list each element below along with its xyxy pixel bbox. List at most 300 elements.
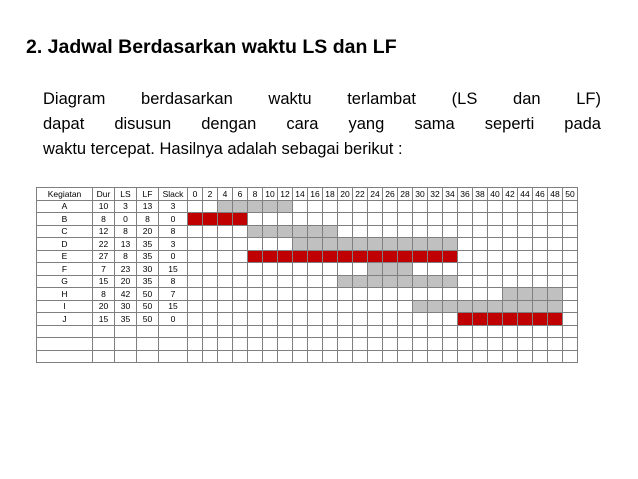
grid-cell [548,225,563,238]
grid-cell [563,238,578,251]
cell-dur: 20 [93,300,115,313]
grid-cell [563,288,578,301]
grid-cell [503,338,518,351]
grid-cell [398,288,413,301]
cell-slack: 15 [159,263,188,276]
grid-cell [398,325,413,338]
grid-cell [413,200,428,213]
schedule-bar-cell [518,288,533,301]
grid-cell [248,213,263,226]
schedule-bar-cell [278,225,293,238]
cell-ls: 35 [115,313,137,326]
grid-cell [398,213,413,226]
grid-cell [503,225,518,238]
grid-cell [323,200,338,213]
grid-cell [548,250,563,263]
empty-row [37,350,578,363]
grid-cell [188,350,203,363]
grid-cell [293,350,308,363]
critical-bar-cell [278,250,293,263]
grid-cell [248,288,263,301]
cell-kegiatan: B [37,213,93,226]
grid-cell [503,263,518,276]
grid-cell [518,238,533,251]
grid-cell [458,350,473,363]
grid-cell [233,275,248,288]
schedule-bar-cell [443,275,458,288]
grid-cell [188,325,203,338]
empty-row [37,325,578,338]
critical-bar-cell [533,313,548,326]
grid-cell [323,263,338,276]
grid-cell [203,313,218,326]
grid-cell [428,350,443,363]
cell-lf: 50 [137,300,159,313]
grid-cell [233,238,248,251]
grid-cell [233,300,248,313]
activity-row [37,300,578,313]
grid-cell [383,325,398,338]
critical-bar-cell [458,313,473,326]
grid-cell [159,338,188,351]
critical-bar-cell [368,250,383,263]
grid-cell [188,238,203,251]
grid-cell [533,338,548,351]
critical-bar-cell [233,213,248,226]
grid-cell [323,275,338,288]
grid-cell [93,338,115,351]
schedule-bar-cell [323,225,338,238]
schedule-bar-cell [398,238,413,251]
grid-cell [233,350,248,363]
grid-cell [308,338,323,351]
grid-cell [338,300,353,313]
grid-cell [548,213,563,226]
schedule-bar-cell [443,300,458,313]
cell-slack: 0 [159,250,188,263]
grid-cell [248,338,263,351]
grid-cell [398,338,413,351]
grid-cell [115,325,137,338]
grid-cell [548,338,563,351]
grid-cell [203,325,218,338]
grid-cell [398,300,413,313]
activity-row [37,250,578,263]
grid-cell [293,338,308,351]
grid-cell [218,275,233,288]
schedule-bar-cell [293,225,308,238]
cell-lf: 35 [137,238,159,251]
cell-ls: 23 [115,263,137,276]
grid-cell [458,275,473,288]
grid-cell [263,238,278,251]
grid-cell [323,213,338,226]
grid-cell [503,325,518,338]
grid-cell [563,275,578,288]
grid-cell [548,263,563,276]
cell-kegiatan: A [37,200,93,213]
critical-bar-cell [188,213,203,226]
grid-cell [368,225,383,238]
grid-cell [37,338,93,351]
cell-ls: 13 [115,238,137,251]
schedule-bar-cell [503,288,518,301]
grid-cell [218,313,233,326]
grid-cell [263,338,278,351]
grid-cell [248,325,263,338]
grid-cell [428,288,443,301]
grid-cell [488,325,503,338]
critical-bar-cell [308,250,323,263]
schedule-bar-cell [488,300,503,313]
grid-cell [323,300,338,313]
grid-cell [308,325,323,338]
column-header: Kegiatan [37,188,93,201]
critical-bar-cell [413,250,428,263]
grid-cell [563,225,578,238]
grid-cell [233,313,248,326]
cell-ls: 0 [115,213,137,226]
grid-cell [443,338,458,351]
schedule-bar-cell [548,288,563,301]
cell-lf: 50 [137,288,159,301]
grid-cell [383,200,398,213]
grid-cell [278,263,293,276]
grid-cell [563,325,578,338]
grid-cell [278,350,293,363]
time-tick-header: 48 [548,188,563,201]
grid-cell [383,225,398,238]
grid-cell [428,325,443,338]
grid-cell [413,313,428,326]
grid-cell [458,225,473,238]
paragraph-line-3: waktu tercepat. Hasilnya adalah sebagai berikut : [43,140,403,158]
schedule-bar-cell [383,275,398,288]
grid-cell [203,263,218,276]
section-heading: 2. Jadwal Berdasarkan waktu LS dan LF [26,36,397,58]
empty-row [37,338,578,351]
grid-cell [37,350,93,363]
grid-cell [533,213,548,226]
critical-bar-cell [203,213,218,226]
grid-cell [473,213,488,226]
grid-cell [323,288,338,301]
grid-cell [37,325,93,338]
grid-cell [458,200,473,213]
critical-bar-cell [398,250,413,263]
grid-cell [188,250,203,263]
cell-slack: 8 [159,225,188,238]
schedule-bar-cell [323,238,338,251]
grid-cell [188,200,203,213]
cell-dur: 15 [93,313,115,326]
schedule-bar-cell [398,275,413,288]
grid-cell [383,288,398,301]
cell-ls: 8 [115,225,137,238]
grid-cell [353,213,368,226]
grid-cell [458,263,473,276]
cell-lf: 20 [137,225,159,238]
grid-cell [218,238,233,251]
grid-cell [353,313,368,326]
activity-row [37,238,578,251]
grid-cell [473,250,488,263]
critical-bar-cell [248,250,263,263]
schedule-bar-cell [368,238,383,251]
grid-cell [458,250,473,263]
schedule-bar-cell [233,200,248,213]
time-tick-header: 2 [203,188,218,201]
grid-cell [293,213,308,226]
grid-cell [338,288,353,301]
grid-cell [308,313,323,326]
grid-cell [473,325,488,338]
grid-cell [398,200,413,213]
activity-row [37,275,578,288]
cell-ls: 3 [115,200,137,213]
grid-cell [413,338,428,351]
grid-cell [443,200,458,213]
grid-cell [473,350,488,363]
time-tick-header: 18 [323,188,338,201]
cell-slack: 0 [159,313,188,326]
grid-cell [218,263,233,276]
grid-cell [563,263,578,276]
grid-cell [278,338,293,351]
grid-cell [413,288,428,301]
cell-kegiatan: H [37,288,93,301]
schedule-bar-cell [533,300,548,313]
grid-cell [263,325,278,338]
grid-cell [488,275,503,288]
grid-cell [383,300,398,313]
activity-row [37,263,578,276]
critical-bar-cell [488,313,503,326]
grid-cell [413,225,428,238]
grid-cell [263,213,278,226]
grid-cell [353,338,368,351]
grid-cell [563,313,578,326]
grid-cell [233,338,248,351]
grid-cell [488,200,503,213]
grid-cell [353,225,368,238]
grid-cell [248,238,263,251]
grid-cell [368,313,383,326]
grid-cell [188,300,203,313]
schedule-gantt-table [36,187,578,363]
schedule-bar-cell [263,200,278,213]
grid-cell [488,225,503,238]
grid-cell [458,238,473,251]
grid-cell [203,288,218,301]
grid-cell [338,200,353,213]
schedule-bar-cell [338,275,353,288]
activity-row [37,225,578,238]
grid-cell [137,350,159,363]
column-header: LS [115,188,137,201]
time-tick-header: 50 [563,188,578,201]
grid-cell [323,338,338,351]
cell-ls: 8 [115,250,137,263]
grid-cell [159,325,188,338]
grid-cell [188,275,203,288]
grid-cell [278,313,293,326]
critical-bar-cell [338,250,353,263]
grid-cell [518,200,533,213]
grid-cell [488,250,503,263]
grid-cell [533,225,548,238]
grid-cell [428,338,443,351]
grid-cell [413,213,428,226]
grid-cell [263,263,278,276]
grid-cell [443,213,458,226]
header-row [37,188,578,201]
schedule-bar-cell [413,238,428,251]
grid-cell [563,300,578,313]
grid-cell [323,350,338,363]
critical-bar-cell [383,250,398,263]
grid-cell [488,263,503,276]
grid-cell [503,238,518,251]
grid-cell [533,263,548,276]
column-header: Slack [159,188,188,201]
grid-cell [428,225,443,238]
cell-slack: 3 [159,238,188,251]
time-tick-header: 40 [488,188,503,201]
grid-cell [383,338,398,351]
schedule-bar-cell [413,300,428,313]
cell-slack: 7 [159,288,188,301]
critical-bar-cell [323,250,338,263]
grid-cell [563,338,578,351]
grid-cell [503,213,518,226]
cell-lf: 35 [137,250,159,263]
cell-lf: 13 [137,200,159,213]
grid-cell [188,338,203,351]
grid-cell [428,263,443,276]
activity-row [37,213,578,226]
grid-cell [368,213,383,226]
grid-cell [533,350,548,363]
grid-cell [443,263,458,276]
grid-cell [518,250,533,263]
critical-bar-cell [353,250,368,263]
cell-kegiatan: F [37,263,93,276]
grid-cell [398,225,413,238]
grid-cell [473,263,488,276]
grid-cell [473,225,488,238]
grid-cell [368,325,383,338]
grid-cell [93,325,115,338]
grid-cell [503,275,518,288]
grid-cell [458,338,473,351]
grid-cell [353,300,368,313]
schedule-bar-cell [383,238,398,251]
grid-cell [338,350,353,363]
grid-cell [137,338,159,351]
grid-cell [308,300,323,313]
grid-cell [115,338,137,351]
schedule-bar-cell [428,238,443,251]
grid-cell [368,350,383,363]
time-tick-header: 16 [308,188,323,201]
grid-cell [248,313,263,326]
schedule-bar-cell [503,300,518,313]
column-header: LF [137,188,159,201]
grid-cell [218,225,233,238]
cell-lf: 8 [137,213,159,226]
time-tick-header: 4 [218,188,233,201]
paragraph-line-1: Diagram berdasarkan waktu terlambat (LS dan LF) [43,90,601,108]
time-tick-header: 34 [443,188,458,201]
grid-cell [188,263,203,276]
grid-cell [563,350,578,363]
grid-cell [338,213,353,226]
grid-cell [443,288,458,301]
grid-cell [533,238,548,251]
grid-cell [458,288,473,301]
grid-cell [398,350,413,363]
time-tick-header: 42 [503,188,518,201]
critical-bar-cell [263,250,278,263]
grid-cell [323,325,338,338]
grid-cell [548,325,563,338]
schedule-bar-cell [218,200,233,213]
grid-cell [218,300,233,313]
paragraph-line-2: dapat disusun dengan cara yang sama seperti pada [43,115,601,133]
schedule-bar-cell [308,225,323,238]
grid-cell [353,200,368,213]
grid-cell [488,338,503,351]
schedule-bar-cell [278,200,293,213]
grid-cell [473,288,488,301]
grid-cell [293,288,308,301]
schedule-bar-cell [368,263,383,276]
schedule-bar-cell [533,288,548,301]
grid-cell [263,275,278,288]
grid-cell [293,263,308,276]
activity-row [37,200,578,213]
grid-cell [548,350,563,363]
grid-cell [218,325,233,338]
grid-cell [338,313,353,326]
grid-cell [218,338,233,351]
cell-dur: 8 [93,213,115,226]
grid-cell [368,200,383,213]
time-tick-header: 44 [518,188,533,201]
time-tick-header: 22 [353,188,368,201]
grid-cell [473,200,488,213]
grid-cell [503,200,518,213]
description-paragraph [43,87,601,162]
grid-cell [383,350,398,363]
time-tick-header: 46 [533,188,548,201]
activity-row [37,313,578,326]
critical-bar-cell [218,213,233,226]
critical-bar-cell [428,250,443,263]
grid-cell [563,250,578,263]
grid-cell [203,250,218,263]
cell-lf: 35 [137,275,159,288]
grid-cell [93,350,115,363]
schedule-bar-cell [338,238,353,251]
grid-cell [338,338,353,351]
grid-cell [218,350,233,363]
grid-cell [398,313,413,326]
grid-cell [383,213,398,226]
grid-cell [308,350,323,363]
cell-dur: 10 [93,200,115,213]
